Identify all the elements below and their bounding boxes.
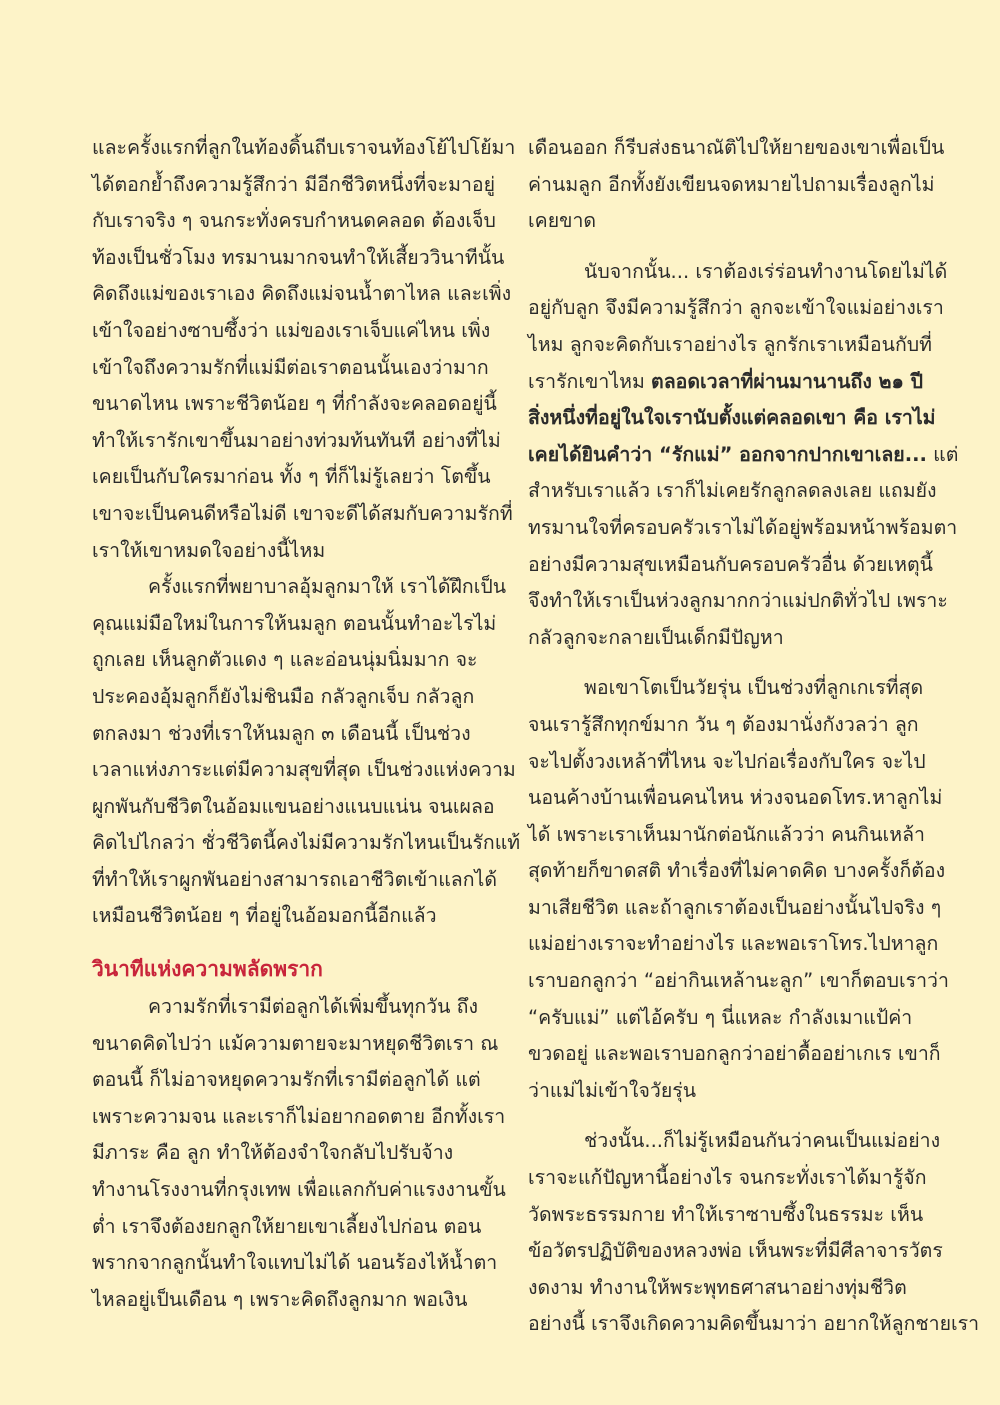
text-run: แต่ (926, 442, 959, 466)
paragraph (528, 1123, 980, 1343)
text-line: ต่ำ เราจึงต้องยกลูกให้ยายเขาเลี้ยงไปก่อน ตอน (92, 1214, 482, 1238)
text-line: ประคองอุ้มลูกก็ยังไม่ชินมือ กลัวลูกเจ็บ กลัวลูก (92, 684, 475, 708)
bold-text-run: ตลอดเวลาที่ผ่านมานานถึง ๒๑ ปี (651, 369, 924, 393)
text-line: ช่วงนั้น...ก็ไม่รู้เหมือนกันว่าคนเป็นแม่อย่าง (584, 1129, 941, 1153)
text-line: ความรักที่เรามีต่อลูกได้เพิ่มขึ้นทุกวัน ถึง (148, 995, 478, 1019)
text-run: เรารักเขาไหม (528, 369, 652, 393)
text-line: จะไปตั้งวงเหล้าที่ไหน จะไปก่อเรื่องกับใคร จะไป (528, 749, 926, 773)
text-line: ค่านมลูก อีกทั้งยังเขียนจดหมายไปถามเรื่องลูกไม่ (528, 172, 935, 196)
text-line: เคยขาด (528, 209, 597, 233)
text-line: ว่าแม่ไม่เข้าใจวัยรุ่น (528, 1078, 697, 1102)
text-line: นับจากนั้น... เราต้องเร่ร่อนทำงานโดยไม่ได้ (584, 259, 948, 283)
text-line: ไหลอยู่เป็นเดือน ๆ เพราะคิดถึงลูกมาก พอเงิน (92, 1287, 468, 1311)
right-column (528, 130, 980, 1343)
text-line: ไหม ลูกจะคิดกับเราอย่างไร ลูกรักเราเหมือนกับที่ (528, 332, 933, 356)
text-line: เข้าใจถึงความรักที่แม่มีต่อเราตอนนั้นเองว่ามาก (92, 355, 489, 379)
text-line: ได้ตอกย้ำถึงความรู้สึกว่า มีอีกชีวิตหนึ่งที่จะมาอยู่ (92, 172, 496, 196)
text-line: จึงทำให้เราเป็นห่วงลูกมากกว่าแม่ปกติทั่วไป เพราะ (528, 589, 948, 613)
text-line: เวลาแห่งภาระแต่มีความสุขที่สุด เป็นช่วงแห่งความ (92, 758, 516, 782)
text-line: อย่างนี้ เราจึงเกิดความคิดขึ้นมาว่า อยากให้ลูกชายเรา (528, 1312, 980, 1336)
text-line (528, 364, 926, 401)
text-line (528, 437, 959, 474)
text-line: เขาจะเป็นคนดีหรือไม่ดี เขาจะดีได้สมกับความรักที่ (92, 501, 513, 525)
text-line: ข้อวัตรปฏิบัติของหลวงพ่อ เห็นพระที่มีศีลาจารวัตร (528, 1239, 943, 1263)
text-line: ผูกพันกับชีวิตในอ้อมแขนอย่างแนบแน่น จนเผลอ (92, 794, 495, 818)
text-line: ทรมานใจที่ครอบครัวเราไม่ได้อยู่พร้อมหน้าพร้อมตา (528, 515, 958, 539)
text-line: ถูกเลย เห็นลูกตัวแดง ๆ และอ่อนนุ่มนิ่มมาก จะ (92, 648, 478, 672)
text-line: ครั้งแรกที่พยาบาลอุ้มลูกมาให้ เราได้ฝึกเป็น (148, 575, 507, 599)
text-line: พอเขาโตเป็นวัยรุ่น เป็นช่วงที่ลูกเกเรที่สุด (584, 676, 924, 700)
text-line: งดงาม ทำงานให้พระพุทธศาสนาอย่างทุ่มชีวิต (528, 1275, 907, 1299)
text-line: เข้าใจอย่างซาบซึ้งว่า แม่ของเราเจ็บแค่ไหน เพิ่ง (92, 318, 491, 342)
text-line: เหมือนชีวิตน้อย ๆ ที่อยู่ในอ้อมอกนี้อีกแล้ว (92, 904, 437, 928)
text-line: มาเสียชีวิต และถ้าลูกเราต้องเป็นอย่างนั้นไปจริง ๆ (528, 895, 942, 919)
spacer (92, 935, 490, 949)
spacer (528, 1109, 926, 1123)
text-line: ได้ เพราะเราเห็นมานักต่อนักแล้วว่า คนกินเหล้า (528, 822, 925, 846)
text-line: ท้องเป็นชั่วโมง ทรมานมากจนทำให้เสี้ยววินาทีนั้น (92, 245, 505, 269)
text-line: เพราะความจน และเราก็ไม่อยากอดตาย อีกทั้งเรา (92, 1104, 506, 1128)
spacer (528, 656, 926, 670)
bold-text-run: เคยได้ยินคำว่า “รักแม่” ออกจากปากเขาเลย... (528, 442, 927, 466)
left-column (92, 130, 521, 1318)
text-line: นอนค้างบ้านเพื่อนคนไหน ห่วงจนอดโทร.หาลูกไม่ (528, 786, 943, 810)
paragraph (528, 670, 949, 1109)
text-line: กลัวลูกจะกลายเป็นเด็กมีปัญหา (528, 625, 784, 649)
section-heading: วินาทีแห่งความพลัดพราก (92, 957, 323, 982)
text-line: สำหรับเราแล้ว เราก็ไม่เคยรักลูกลดลงเลย แถมยัง (528, 479, 937, 503)
text-line: ทำงานโรงงานที่กรุงเทพ เพื่อแลกกับค่าแรงงานขั้น (92, 1178, 506, 1202)
text-line: พรากจากลูกนั้นทำใจแทบไม่ได้ นอนร้องไห้น้ำตา (92, 1251, 498, 1275)
bold-text-run: สิ่งหนึ่งที่อยู่ในใจเรานับตั้งแต่คลอดเขา คือ เราไม่ (528, 406, 936, 430)
text-line: คิดไปไกลว่า ชั่วชีวิตนี้คงไม่มีความรักไหนเป็นรักแท้ (92, 831, 521, 855)
text-line: “ครับแม่” แต่ไอ้ครับ ๆ นี่แหละ กำลังเมาแป้ค่า (528, 1005, 913, 1029)
text-line: ขวดอยู่ และพอเราบอกลูกว่าอย่าดื้ออย่าเกเร เขาก็ (528, 1042, 941, 1066)
text-line: อย่างมีความสุขเหมือนกับครอบครัวอื่น ด้วยเหตุนี้ (528, 552, 933, 576)
text-line (528, 400, 936, 437)
text-line: เคยเป็นกับใครมาก่อน ทั้ง ๆ ที่ก็ไม่รู้เลยว่า โตขึ้น (92, 465, 491, 489)
text-line: ทำให้เรารักเขาขึ้นมาอย่างท่วมท้นทันที อย่างที่ไม่ (92, 428, 501, 452)
text-line: เราบอกลูกว่า “อย่ากินเหล้านะลูก” เขาก็ตอบเราว่า (528, 969, 949, 993)
spacer (528, 240, 926, 254)
paragraph (92, 989, 506, 1318)
paragraph (528, 130, 945, 240)
text-line: สุดท้ายก็ขาดสติ ทำเรื่องที่ไม่คาดคิด บางครั้งก็ต้อง (528, 859, 946, 883)
paragraph (528, 254, 959, 657)
text-line: กับเราจริง ๆ จนกระทั่งครบกำหนดคลอด ต้องเจ็บ (92, 209, 496, 233)
text-line: วัดพระธรรมกาย ทำให้เราซาบซึ้งในธรรมะ เห็น (528, 1202, 924, 1226)
text-line: จนเรารู้สึกทุกข์มาก วัน ๆ ต้องมานั่งกังวลว่า ลูก (528, 712, 919, 736)
text-line: ขนาดคิดไปว่า แม้ความตายจะมาหยุดชีวิตเรา ณ (92, 1031, 499, 1055)
text-line: ตกลงมา ช่วงที่เราให้นมลูก ๓ เดือนนี้ เป็นช่วง (92, 721, 471, 745)
paragraph (92, 569, 521, 935)
text-line: ตอนนี้ ก็ไม่อาจหยุดความรักที่เรามีต่อลูกได้ แต่ (92, 1068, 481, 1092)
text-line: เราจะแก้ปัญหานี้อย่างไร จนกระทั่งเราได้มารู้จัก (528, 1166, 927, 1190)
text-line: แม่อย่างเราจะทำอย่างไร และพอเราโทร.ไปหาลูก (528, 932, 939, 956)
text-line: คิดถึงแม่ของเราเอง คิดถึงแม่จนน้ำตาไหล และเพิ่ง (92, 282, 512, 306)
paragraph (92, 130, 516, 569)
text-line: มีภาระ คือ ลูก ทำให้ต้องจำใจกลับไปรับจ้าง (92, 1141, 454, 1165)
text-line: อยู่กับลูก จึงมีความรู้สึกว่า ลูกจะเข้าใจแม่อย่างเรา (528, 296, 944, 320)
text-line: ที่ทำให้เราผูกพันอย่างสามารถเอาชีวิตเข้าแลกได้ (92, 867, 497, 891)
text-line: และครั้งแรกที่ลูกในท้องดิ้นถีบเราจนท้องโย้ไปโย้มา (92, 136, 516, 159)
text-line: เดือนออก ก็รีบส่งธนาณัติไปให้ยายของเขาเพื่อเป็น (528, 136, 945, 159)
text-line: เราให้เขาหมดใจอย่างนี้ไหม (92, 538, 326, 562)
text-line: คุณแม่มือใหม่ในการให้นมลูก ตอนนั้นทำอะไรไม่ (92, 611, 497, 635)
text-line: ขนาดไหน เพราะชีวิตน้อย ๆ ที่กำลังจะคลอดอยู่นี้ (92, 392, 497, 416)
